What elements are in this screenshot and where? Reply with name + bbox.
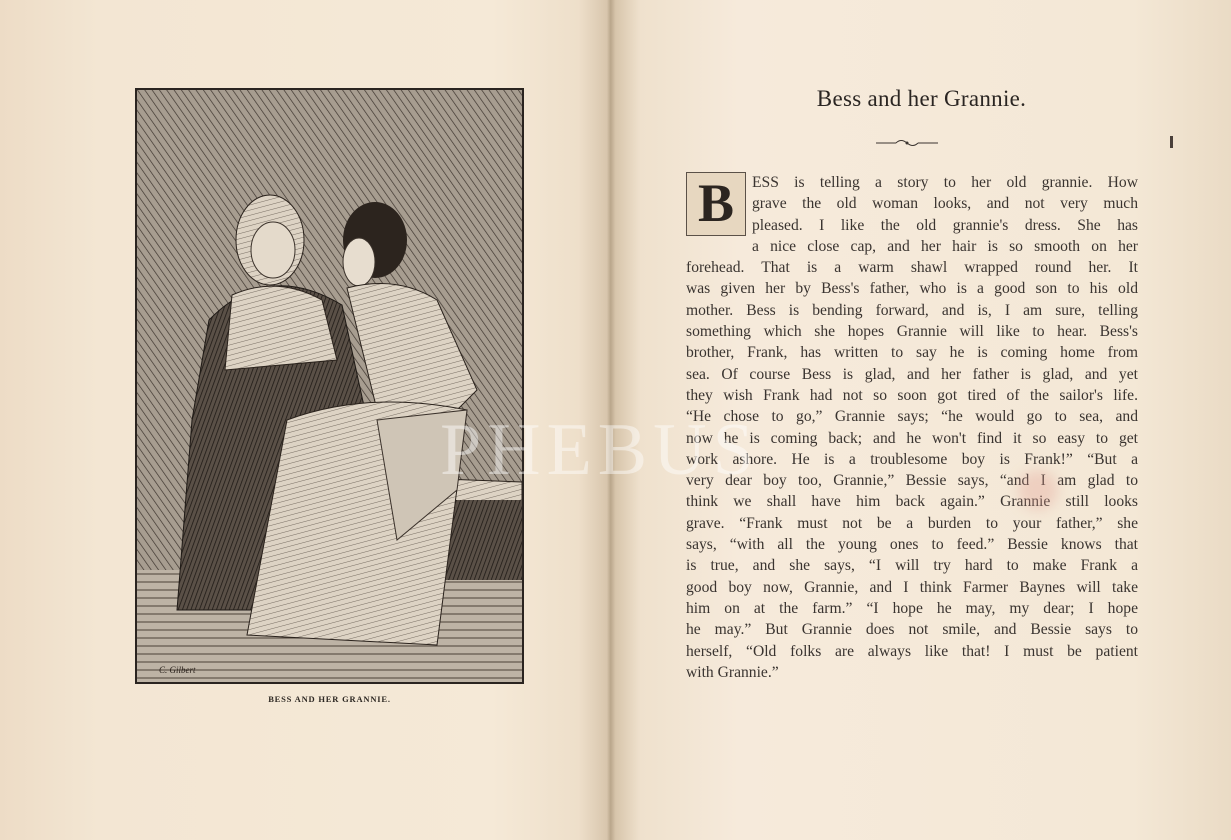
text-line: very dear boy too, Grannie,” Bessie says, “and I am glad to: [686, 472, 1138, 490]
text-line: think we shall have him back again.” Grannie still looks: [686, 493, 1138, 511]
left-page: [0, 0, 606, 840]
text-line: sea. Of course Bess is glad, and her father is glad, and yet: [686, 365, 1138, 383]
page-edge-mark: [1170, 136, 1173, 148]
engraving-illustration: [137, 90, 522, 682]
text-line: a nice close cap, and her hair is so smooth on her: [752, 237, 1138, 255]
text-line: he may.” But Grannie does not smile, and Bessie says to: [686, 621, 1138, 639]
page-title: Bess and her Grannie.: [816, 86, 1027, 111]
text-line: they wish Frank had not so soon got tired of the sailor's life.: [686, 386, 1138, 404]
text-line: “He chose to go,” Grannie says; “he would go to sea, and: [686, 408, 1138, 426]
text-line: forehead. That is a warm shawl wrapped round her. It: [686, 259, 1138, 277]
text-line: is true, and she says, “I will try hard to make Frank a: [686, 557, 1138, 575]
text-line: good boy now, Grannie, and I think Farmer Baynes will take: [686, 578, 1138, 596]
drop-cap: [686, 172, 746, 236]
text-line: pleased. I like the old grannie's dress. She has: [752, 216, 1138, 234]
text-line: something which she hopes Grannie will like to hear. Bess's: [686, 323, 1138, 341]
text-line: herself, “Old folks are always like that! I must be patient: [686, 642, 1138, 660]
illustration-signature: C. Gilbert: [159, 665, 196, 675]
decorative-rule-icon: [876, 136, 938, 150]
text-line: him on at the farm.” “I hope he may, my dear; I hope: [686, 599, 1138, 617]
text-line: with Grannie.”: [686, 663, 779, 681]
text-line: ESS is telling a story to her old grannie. How: [752, 174, 1138, 191]
drop-cap-letter: B: [697, 173, 735, 233]
watermark: PHEBUS: [440, 409, 760, 491]
text-line: grave the old woman looks, and not very much: [752, 195, 1138, 213]
story-text: [686, 172, 1138, 683]
text-line: brother, Frank, has written to say he is coming home from: [686, 344, 1138, 362]
text-line: was given her by Bess's father, who is a good son to his old: [686, 280, 1138, 298]
text-line: grave. “Frank must not be a burden to your father,” she: [686, 514, 1138, 532]
illustration-plate: [135, 88, 524, 684]
text-line: now he is coming back; and he won't find it so easy to get: [686, 429, 1138, 447]
text-line: says, “with all the young ones to feed.” Bessie knows that: [686, 536, 1138, 554]
paper-stain: [1018, 470, 1058, 510]
text-line: work ashore. He is a troublesome boy is Frank!” “But a: [686, 450, 1138, 468]
right-page: [612, 0, 1231, 840]
text-line: mother. Bess is bending forward, and is, I am sure, telling: [686, 301, 1138, 319]
illustration-caption: BESS AND HER GRANNIE.: [268, 694, 391, 704]
